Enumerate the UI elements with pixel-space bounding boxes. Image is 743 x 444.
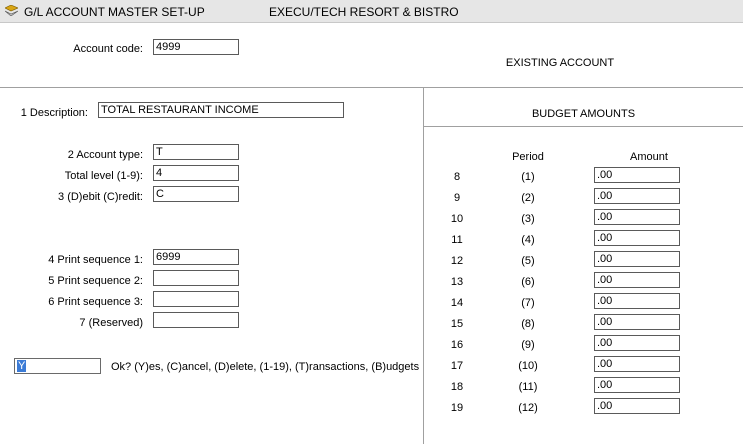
budget-row-number: 10 <box>450 213 464 225</box>
print-seq-2-field[interactable] <box>153 270 239 286</box>
budget-row-period: (6) <box>521 276 535 288</box>
window-title: G/L ACCOUNT MASTER SET-UP <box>24 5 205 19</box>
budget-amount-field[interactable]: .00 <box>594 230 680 246</box>
account-type-label: 2 Account type: <box>67 149 143 161</box>
budget-row-period: (1) <box>521 171 535 183</box>
budget-row-period: (3) <box>521 213 535 225</box>
budget-row-number: 19 <box>450 402 464 414</box>
print-seq-1-field[interactable]: 6999 <box>153 249 239 265</box>
budget-row-period: (9) <box>521 339 535 351</box>
total-level-field[interactable]: 4 <box>153 165 239 181</box>
budget-heading-divider <box>424 126 743 127</box>
company-name: EXECU/TECH RESORT & BISTRO <box>269 5 459 19</box>
reserved-label: 7 (Reserved) <box>79 317 143 329</box>
budget-row-number: 11 <box>451 234 463 246</box>
section-divider <box>0 87 743 88</box>
amount-column-header: Amount <box>630 151 668 163</box>
budget-row-period: (4) <box>521 234 535 246</box>
budget-row-number: 15 <box>450 318 464 330</box>
budget-heading: BUDGET AMOUNTS <box>531 108 636 120</box>
budget-amount-field[interactable]: .00 <box>594 209 680 225</box>
budget-row-number: 8 <box>453 171 461 183</box>
debit-credit-field[interactable]: C <box>153 186 239 202</box>
app-icon <box>5 5 18 16</box>
budget-amount-field[interactable]: .00 <box>594 377 680 393</box>
budget-row-number: 13 <box>450 276 464 288</box>
description-field[interactable]: TOTAL RESTAURANT INCOME <box>98 102 344 118</box>
reserved-field[interactable] <box>153 312 239 328</box>
budget-row-period: (11) <box>518 381 538 393</box>
print-seq-1-label: 4 Print sequence 1: <box>48 254 143 266</box>
budget-row-period: (12) <box>518 402 538 414</box>
budget-amount-field[interactable]: .00 <box>594 335 680 351</box>
budget-row-number: 9 <box>453 192 461 204</box>
budget-row-number: 17 <box>450 360 464 372</box>
print-seq-3-field[interactable] <box>153 291 239 307</box>
budget-amount-field[interactable]: .00 <box>594 251 680 267</box>
budget-row-number: 18 <box>450 381 464 393</box>
budget-panel-border <box>423 87 424 444</box>
budget-amount-field[interactable]: .00 <box>594 398 680 414</box>
total-level-label: Total level (1-9): <box>64 170 143 182</box>
budget-row-period: (5) <box>521 255 535 267</box>
budget-amount-field[interactable]: .00 <box>594 314 680 330</box>
budget-row-period: (8) <box>521 318 535 330</box>
print-seq-2-label: 5 Print sequence 2: <box>48 275 143 287</box>
command-input-value: Y <box>18 360 26 372</box>
budget-row-period: (10) <box>518 360 538 372</box>
budget-amount-field[interactable]: .00 <box>594 272 680 288</box>
account-status: EXISTING ACCOUNT <box>505 57 615 69</box>
account-type-field[interactable]: T <box>153 144 239 160</box>
account-code-field[interactable]: 4999 <box>153 39 239 55</box>
budget-row-period: (7) <box>521 297 535 309</box>
debit-credit-label: 3 (D)ebit (C)redit: <box>58 191 143 203</box>
budget-row-number: 14 <box>450 297 464 309</box>
budget-amount-field[interactable]: .00 <box>594 188 680 204</box>
budget-amount-field[interactable]: .00 <box>594 167 680 183</box>
command-input[interactable] <box>14 358 101 374</box>
print-seq-3-label: 6 Print sequence 3: <box>48 296 143 308</box>
budget-row-period: (2) <box>521 192 535 204</box>
budget-row-number: 12 <box>450 255 464 267</box>
title-bar <box>0 0 743 23</box>
command-prompt: Ok? (Y)es, (C)ancel, (D)elete, (1-19), (T)ransactions, (B)udgets <box>111 361 420 373</box>
period-column-header: Period <box>512 151 544 163</box>
description-label: 1 Description: <box>20 107 88 119</box>
budget-amount-field[interactable]: .00 <box>594 293 680 309</box>
account-code-label: Account code: <box>73 43 143 55</box>
budget-row-number: 16 <box>450 339 464 351</box>
budget-amount-field[interactable]: .00 <box>594 356 680 372</box>
